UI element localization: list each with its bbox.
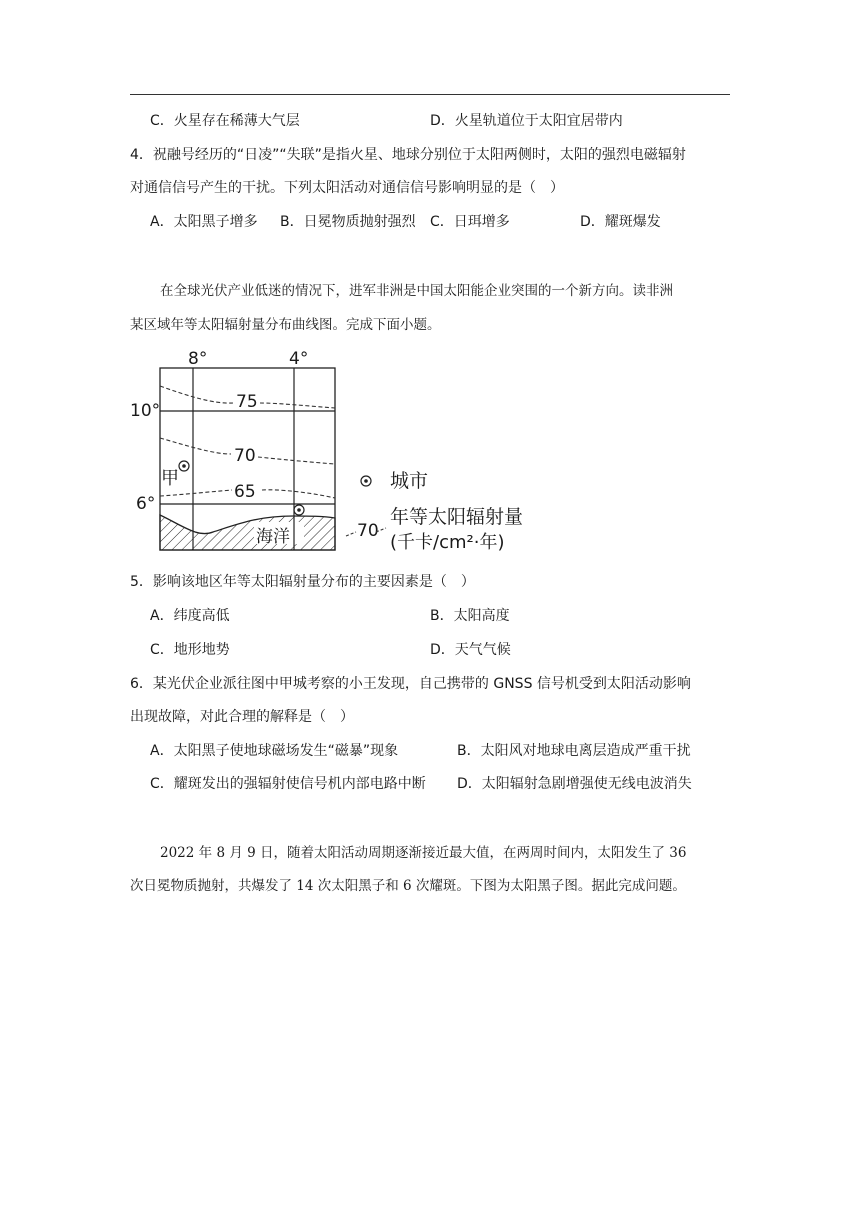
isoline-label-75: 75: [236, 392, 258, 412]
ocean-label: 海洋: [256, 527, 290, 547]
legend-city-label: 城市: [390, 470, 429, 492]
lon-label-4: 4°: [289, 349, 309, 369]
lat-label-10: 10°: [130, 401, 161, 421]
intro2-line1: 2022 年 8 月 9 日，随着太阳活动周期逐渐接近最大值，在两周时间内，太阳发生了 36: [160, 845, 687, 861]
q6-stem-line2: 出现故障，对此合理的解释是（ ）: [130, 709, 354, 725]
q5-option-c: C．地形地势: [150, 642, 230, 658]
q4-option-d: D．耀斑爆发: [580, 214, 661, 230]
city-jia-symbol: [179, 461, 189, 471]
q3-option-c: C．火星存在稀薄大气层: [150, 113, 300, 129]
intro1-line2: 某区域年等太阳辐射量分布曲线图。完成下面小题。: [130, 317, 441, 333]
intro1-line1: 在全球光伏产业低迷的情况下，进军非洲是中国太阳能企业突围的一个新方向。读非洲: [160, 283, 673, 299]
radiation-isoline-map: [128, 346, 548, 556]
lat-label-6: 6°: [136, 494, 156, 514]
q4-stem-line2: 对通信信号产生的干扰。下列太阳活动对通信信号影响明显的是（ ）: [130, 180, 564, 196]
q4-option-c: C．日珥增多: [430, 214, 510, 230]
coastal-city-symbol: [294, 505, 304, 515]
q4-stem-line1: 4．祝融号经历的“日凌”“失联”是指火星、地球分别位于太阳两侧时，太阳的强烈电磁辐射: [130, 147, 686, 163]
q6-option-b: B．太阳风对地球电离层造成严重干扰: [457, 743, 691, 759]
legend-isoline-sample: 70: [357, 521, 379, 541]
legend-unit: (千卡/cm²·年): [390, 532, 505, 553]
q5-option-d: D．天气气候: [430, 642, 511, 658]
q5-option-b: B．太阳高度: [430, 608, 510, 624]
header-rule: [130, 94, 730, 95]
q6-option-c: C．耀斑发出的强辐射使信号机内部电路中断: [150, 776, 426, 792]
q3-option-d: D．火星轨道位于太阳宜居带内: [430, 113, 623, 129]
legend-isoline-desc: 年等太阳辐射量: [390, 506, 524, 528]
intro2-line2: 次日冕物质抛射，共爆发了 14 次太阳黑子和 6 次耀斑。下图为太阳黑子图。据此完成问题。: [130, 878, 686, 894]
q5-option-a: A．纬度高低: [150, 608, 230, 624]
isoline-label-70: 70: [234, 446, 256, 466]
q4-option-a: A．太阳黑子增多: [150, 214, 258, 230]
ocean-area: [160, 515, 335, 550]
q5-stem: 5．影响该地区年等太阳辐射量分布的主要因素是（ ）: [130, 574, 475, 590]
q4-option-b: B．日冕物质抛射强烈: [280, 214, 416, 230]
q6-stem-line1: 6．某光伏企业派往图中甲城考察的小王发现，自己携带的 GNSS 信号机受到太阳活动影响: [130, 676, 691, 692]
q6-option-d: D．太阳辐射急剧增强使无线电波消失: [457, 776, 692, 792]
legend-isoline-sample-left: [346, 532, 356, 536]
city-jia-label: 甲: [161, 468, 179, 489]
legend-city-symbol: [361, 476, 371, 486]
isoline-label-65: 65: [234, 482, 256, 502]
q6-option-a: A．太阳黑子使地球磁场发生“磁暴”现象: [150, 743, 399, 759]
lon-label-8: 8°: [188, 349, 208, 369]
